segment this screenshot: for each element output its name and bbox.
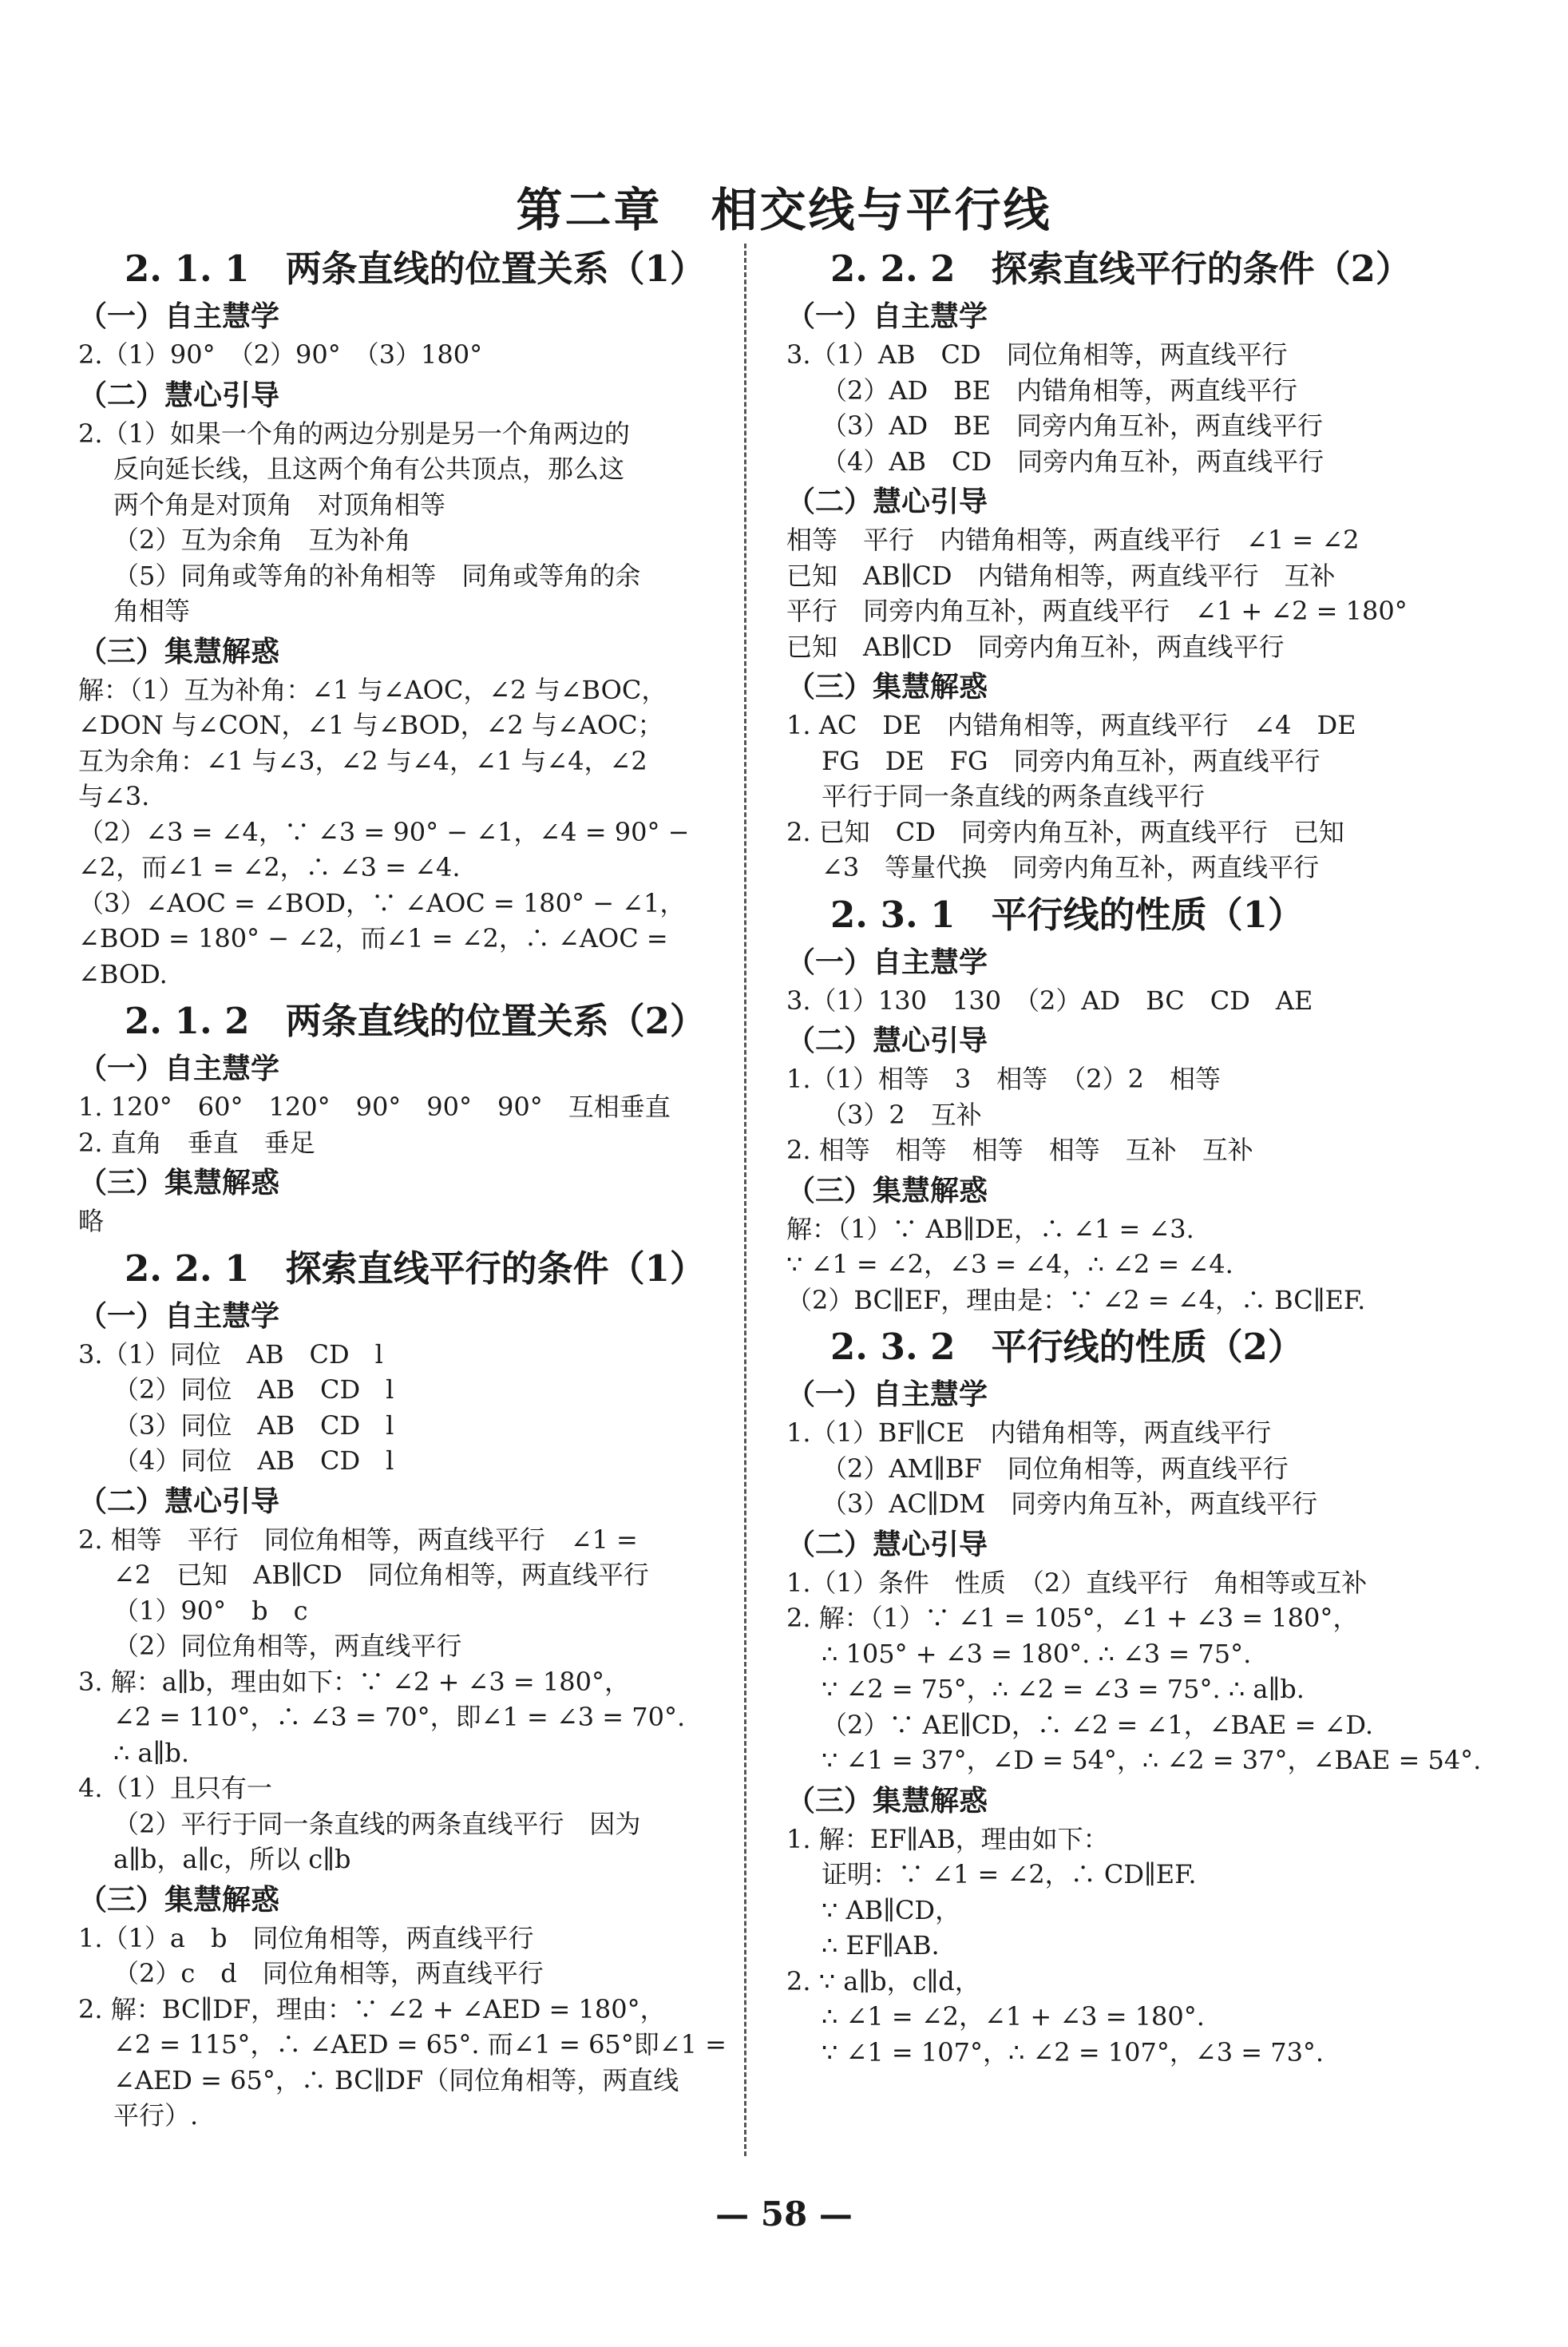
- answer-line: ∠2，而∠1 = ∠2，∴ ∠3 = ∠4.: [78, 852, 461, 882]
- answer-line: 证明：∵ ∠1 = ∠2，∴ CD∥EF.: [822, 1859, 1197, 1889]
- answer-line: 3.（1）130 130 （2）AD BC CD AE: [786, 985, 1313, 1016]
- answer-line: （5）同角或等角的补角相等 同角或等角的余: [113, 560, 641, 591]
- answer-line: （2）互为余角 互为补角: [113, 525, 411, 555]
- answer-line: （2）∵ AE∥CD，∴ ∠2 = ∠1，∠BAE = ∠D.: [822, 1709, 1374, 1740]
- answer-line: 1. 解：EF∥AB，理由如下：: [786, 1823, 1109, 1854]
- answer-line: 1.（1）BF∥CE 内错角相等，两直线平行: [786, 1417, 1272, 1448]
- answer-line: （3）AC∥DM 同旁内角互补，两直线平行: [822, 1489, 1318, 1519]
- answer-line: ∵ ∠1 = 37°，∠D = 54°，∴ ∠2 = 37°，∠BAE = 54°.: [822, 1745, 1482, 1775]
- section-title: 2. 1. 2 两条直线的位置关系（2）: [125, 1000, 706, 1042]
- subheading: （一）自主慧学: [786, 1378, 988, 1411]
- subheading: （一）自主慧学: [78, 300, 280, 333]
- answer-line: 2.（1）如果一个角的两边分别是另一个角两边的: [78, 418, 630, 449]
- answer-line: ∵ AB∥CD，: [822, 1894, 961, 1925]
- answer-line: 1.（1）a b 同位角相等，两直线平行: [78, 1922, 534, 1953]
- answer-line: ∠AED = 65°，∴ BC∥DF（同位角相等，两直线: [113, 2064, 679, 2095]
- answer-line: （2）AD BE 内错角相等，两直线平行: [822, 375, 1298, 406]
- answer-line: （2）平行于同一条直线的两条直线平行 因为: [113, 1808, 641, 1839]
- answer-line: 已知 AB∥CD 同旁内角互补，两直线平行: [786, 631, 1285, 662]
- answer-line: 3.（1）AB CD 同位角相等，两直线平行: [786, 339, 1288, 370]
- answer-line: ∵ ∠1 = ∠2，∠3 = ∠4，∴ ∠2 = ∠4.: [786, 1249, 1233, 1279]
- right-column: [786, 240, 1482, 2070]
- answer-line: （2）AM∥BF 同位角相等，两直线平行: [822, 1453, 1289, 1484]
- answer-line: 2. ∵ a∥b，c∥d，: [786, 1965, 980, 1996]
- section-title: 2. 1. 1 两条直线的位置关系（1）: [125, 248, 706, 290]
- answer-line: 3.（1）同位 AB CD l: [78, 1338, 383, 1370]
- subheading: （二）慧心引导: [786, 1528, 988, 1561]
- subheading: （一）自主慧学: [78, 1299, 280, 1333]
- answer-line: 与∠3.: [78, 781, 150, 811]
- answer-line: 1.（1）条件 性质 （2）直线平行 角相等或互补: [786, 1567, 1368, 1598]
- answer-line: ∠3 等量代换 同旁内角互补，两直线平行: [822, 852, 1320, 882]
- answer-line: 相等 平行 内错角相等，两直线平行 ∠1 = ∠2: [786, 525, 1360, 555]
- answer-line: （3）同位 AB CD l: [113, 1409, 394, 1441]
- answer-line: ∵ ∠1 = 107°，∴ ∠2 = 107°，∠3 = 73°.: [822, 2036, 1324, 2068]
- answer-line: ∵ ∠2 = 75°，∴ ∠2 = ∠3 = 75°. ∴ a∥b.: [822, 1674, 1305, 1704]
- subheading: （一）自主慧学: [78, 1053, 280, 1085]
- answer-line: ∠2 已知 AB∥CD 同位角相等，两直线平行: [113, 1560, 649, 1590]
- subheading: （三）集慧解惑: [78, 635, 280, 668]
- answer-line: ∠BOD = 180° − ∠2，而∠1 = ∠2，∴ ∠AOC =: [78, 923, 668, 953]
- answer-line: 平行于同一条直线的两条直线平行: [822, 781, 1206, 811]
- subheading: （三）集慧解惑: [786, 671, 988, 704]
- subheading: （三）集慧解惑: [78, 1167, 280, 1199]
- answer-line: 角相等: [113, 596, 191, 626]
- answer-line: 解：（1）∵ AB∥DE，∴ ∠1 = ∠3.: [786, 1213, 1194, 1244]
- subheading: （一）自主慧学: [786, 946, 988, 979]
- column-divider: [744, 244, 746, 2156]
- answer-line: 1.（1）相等 3 相等 （2）2 相等: [786, 1064, 1221, 1094]
- section-title: 2. 2. 2 探索直线平行的条件（2）: [830, 248, 1412, 290]
- answer-line: （2）同位 AB CD l: [113, 1374, 394, 1405]
- answer-line: 互为余角：∠1 与∠3，∠2 与∠4，∠1 与∠4，∠2: [78, 745, 647, 776]
- subheading: （二）慧心引导: [78, 379, 280, 412]
- subheading: （三）集慧解惑: [786, 1174, 988, 1207]
- subheading: （二）慧心引导: [786, 486, 988, 518]
- answer-line: （3）AD BE 同旁内角互补，两直线平行: [822, 410, 1324, 441]
- answer-line: 2. 相等 相等 相等 相等 互补 互补: [786, 1135, 1253, 1165]
- answer-line: ∴ a∥b.: [113, 1737, 190, 1768]
- subheading: （一）自主慧学: [786, 300, 988, 333]
- answer-line: 2. 解：（1）∵ ∠1 = 105°，∠1 + ∠3 = 180°，: [786, 1603, 1359, 1633]
- answer-line: （2）BC∥EF，理由是：∵ ∠2 = ∠4，∴ BC∥EF.: [786, 1284, 1366, 1315]
- left-column: [78, 240, 741, 2134]
- answer-line: （4）AB CD 同旁内角互补，两直线平行: [822, 446, 1324, 477]
- subheading: （二）慧心引导: [786, 1025, 988, 1057]
- answer-line: ∠BOD.: [78, 958, 168, 989]
- answer-line: （2）c d 同位角相等，两直线平行: [113, 1958, 544, 1988]
- answer-line: 2. 解：BC∥DF，理由：∵ ∠2 + ∠AED = 180°，: [78, 1993, 666, 2024]
- answer-line: FG DE FG 同旁内角互补，两直线平行: [822, 745, 1321, 776]
- answer-line: （1）90° b c: [113, 1595, 308, 1626]
- answer-line: ∴ 105° + ∠3 = 180°. ∴ ∠3 = 75°.: [822, 1638, 1252, 1669]
- answer-line: ∠DON 与∠CON，∠1 与∠BOD，∠2 与∠AOC；: [78, 710, 663, 740]
- section-title: 2. 2. 1 探索直线平行的条件（1）: [125, 1247, 706, 1290]
- answer-line: 已知 AB∥CD 内错角相等，两直线平行 互补: [786, 560, 1336, 591]
- answer-line: （3）2 互补: [822, 1099, 982, 1130]
- answer-line: a∥b，a∥c，所以 c∥b: [113, 1844, 351, 1874]
- answer-line: 解：（1）互为补角：∠1 与∠AOC，∠2 与∠BOC，: [78, 674, 667, 705]
- section-title: 2. 3. 1 平行线的性质（1）: [830, 893, 1304, 936]
- answer-line: 2.（1）90° （2）90° （3）180°: [78, 339, 483, 370]
- answer-line: （2）∠3 = ∠4，∵ ∠3 = 90° − ∠1，∠4 = 90° −: [78, 816, 690, 847]
- answer-line: ∴ EF∥AB.: [822, 1930, 940, 1960]
- chapter-title: 第二章 相交线与平行线: [516, 183, 1052, 237]
- answer-line: ∠2 = 110°，∴ ∠3 = 70°，即∠1 = ∠3 = 70°.: [113, 1702, 686, 1732]
- answer-line: 1. 120° 60° 120° 90° 90° 90° 互相垂直: [78, 1092, 671, 1122]
- answer-line: 2. 相等 平行 同位角相等，两直线平行 ∠1 =: [78, 1524, 638, 1555]
- answer-line: 1. AC DE 内错角相等，两直线平行 ∠4 DE: [786, 710, 1356, 740]
- answer-line: ∠2 = 115°，∴ ∠AED = 65°. 而∠1 = 65°即∠1 =: [113, 2029, 727, 2060]
- answer-line: （3）∠AOC = ∠BOD，∵ ∠AOC = 180° − ∠1，: [78, 887, 686, 918]
- answer-line: 2. 直角 垂直 垂足: [78, 1127, 315, 1158]
- subheading: （二）慧心引导: [78, 1485, 280, 1518]
- answer-line: ∴ ∠1 = ∠2，∠1 + ∠3 = 180°.: [822, 2001, 1205, 2032]
- section-title: 2. 3. 2 平行线的性质（2）: [830, 1326, 1304, 1368]
- subheading: （三）集慧解惑: [78, 1883, 280, 1917]
- answer-line: 反向延长线，且这两个角有公共顶点，那么这: [113, 454, 625, 484]
- answer-line: 3. 解：a∥b，理由如下：∵ ∠2 + ∠3 = 180°，: [78, 1666, 630, 1697]
- answer-line: 4.（1）且只有一: [78, 1773, 272, 1803]
- subheading: （三）集慧解惑: [786, 1784, 988, 1818]
- page-number: — 58 —: [715, 2194, 853, 2234]
- answer-line: 平行）.: [113, 2100, 199, 2131]
- answer-line: 两个角是对顶角 对顶角相等: [113, 489, 446, 520]
- answer-line: 略: [78, 1206, 105, 1236]
- answer-line: 平行 同旁内角互补，两直线平行 ∠1 + ∠2 = 180°: [786, 596, 1408, 626]
- answer-line: 2. 已知 CD 同旁内角互补，两直线平行 已知: [786, 816, 1344, 847]
- answer-line: （4）同位 AB CD l: [113, 1445, 394, 1476]
- answer-line: （2）同位角相等，两直线平行: [113, 1631, 462, 1661]
